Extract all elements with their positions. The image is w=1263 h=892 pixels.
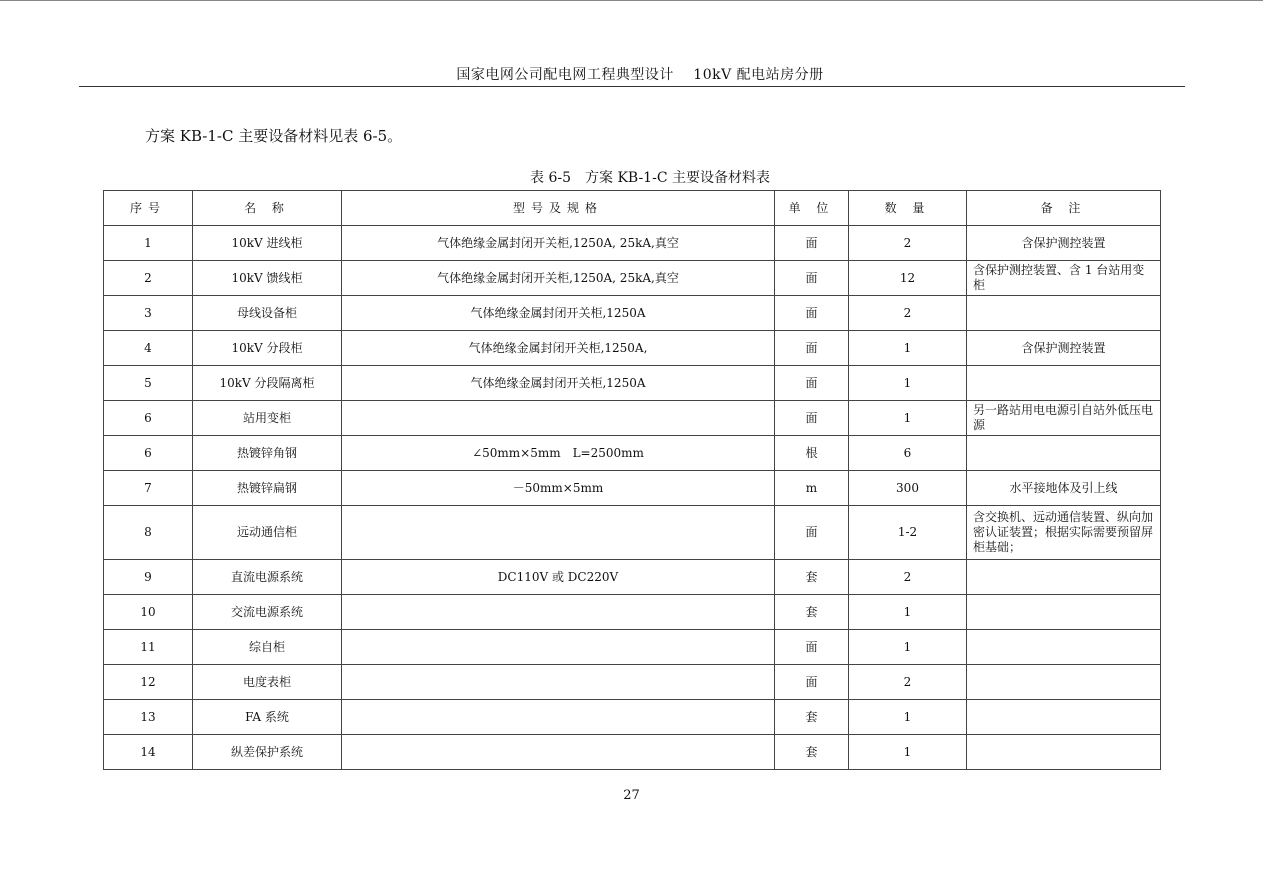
cell-spec bbox=[342, 665, 775, 700]
cell-name: 电度表柜 bbox=[193, 665, 342, 700]
cell-no: 4 bbox=[104, 331, 193, 366]
cell-no: 14 bbox=[104, 735, 193, 770]
col-header-name: 名 称 bbox=[193, 191, 342, 226]
cell-name: 站用变柜 bbox=[193, 401, 342, 436]
cell-spec: 气体绝缘金属封闭开关柜,1250A bbox=[342, 296, 775, 331]
cell-qty: 1-2 bbox=[849, 506, 967, 560]
cell-no: 13 bbox=[104, 700, 193, 735]
cell-unit: 面 bbox=[775, 506, 849, 560]
cell-name: 热镀锌角钢 bbox=[193, 436, 342, 471]
cell-name: 综自柜 bbox=[193, 630, 342, 665]
page-number: 27 bbox=[623, 788, 640, 803]
cell-name: 热镀锌扁钢 bbox=[193, 471, 342, 506]
cell-name: 10kV 分段隔离柜 bbox=[193, 366, 342, 401]
intro-paragraph: 方案 KB-1-C 主要设备材料见表 6-5。 bbox=[145, 127, 403, 145]
page-header: 国家电网公司配电网工程典型设计 10kV 配电站房分册 bbox=[456, 67, 824, 83]
cell-unit: 面 bbox=[775, 296, 849, 331]
cell-note bbox=[967, 630, 1161, 665]
cell-no: 11 bbox=[104, 630, 193, 665]
cell-qty: 2 bbox=[849, 560, 967, 595]
cell-qty: 1 bbox=[849, 700, 967, 735]
cell-no: 1 bbox=[104, 226, 193, 261]
cell-spec bbox=[342, 630, 775, 665]
cell-spec: 气体绝缘金属封闭开关柜,1250A, bbox=[342, 331, 775, 366]
table-row bbox=[104, 665, 1161, 700]
cell-no: 8 bbox=[104, 506, 193, 560]
cell-qty: 2 bbox=[849, 665, 967, 700]
cell-unit: 套 bbox=[775, 595, 849, 630]
cell-unit: 套 bbox=[775, 735, 849, 770]
cell-qty: 2 bbox=[849, 296, 967, 331]
cell-unit: 面 bbox=[775, 261, 849, 296]
cell-name: FA 系统 bbox=[193, 700, 342, 735]
col-header-note: 备 注 bbox=[967, 191, 1161, 226]
cell-note: 含保护测控装置 bbox=[967, 226, 1161, 261]
cell-no: 10 bbox=[104, 595, 193, 630]
table-row bbox=[104, 296, 1161, 331]
cell-name: 10kV 进线柜 bbox=[193, 226, 342, 261]
table-caption: 表 6-5 方案 KB-1-C 主要设备材料表 bbox=[530, 170, 770, 186]
cell-spec bbox=[342, 506, 775, 560]
cell-spec bbox=[342, 700, 775, 735]
table-row bbox=[104, 735, 1161, 770]
cell-note bbox=[967, 735, 1161, 770]
cell-unit: 面 bbox=[775, 665, 849, 700]
col-header-unit: 单 位 bbox=[775, 191, 849, 226]
cell-spec: 气体绝缘金属封闭开关柜,1250A, 25kA,真空 bbox=[342, 226, 775, 261]
cell-spec bbox=[342, 735, 775, 770]
cell-note bbox=[967, 296, 1161, 331]
cell-unit: 套 bbox=[775, 700, 849, 735]
cell-note: 水平接地体及引上线 bbox=[967, 471, 1161, 506]
cell-spec: ∠50mm×5mm L=2500mm bbox=[342, 436, 775, 471]
table-row bbox=[104, 630, 1161, 665]
cell-name: 直流电源系统 bbox=[193, 560, 342, 595]
cell-name: 10kV 馈线柜 bbox=[193, 261, 342, 296]
cell-unit: 根 bbox=[775, 436, 849, 471]
cell-qty: 1 bbox=[849, 595, 967, 630]
table-row bbox=[104, 226, 1161, 261]
table-header-row bbox=[104, 191, 1161, 226]
table-row bbox=[104, 700, 1161, 735]
cell-unit: 面 bbox=[775, 401, 849, 436]
cell-qty: 1 bbox=[849, 331, 967, 366]
cell-name: 10kV 分段柜 bbox=[193, 331, 342, 366]
cell-no: 6 bbox=[104, 401, 193, 436]
table-row bbox=[104, 436, 1161, 471]
cell-qty: 6 bbox=[849, 436, 967, 471]
table-row bbox=[104, 401, 1161, 436]
cell-note: 含交换机、远动通信装置、纵向加密认证装置；根据实际需要预留屏柜基础； bbox=[967, 506, 1161, 560]
table-row bbox=[104, 506, 1161, 560]
cell-qty: 1 bbox=[849, 735, 967, 770]
cell-note bbox=[967, 366, 1161, 401]
cell-no: 9 bbox=[104, 560, 193, 595]
header-divider bbox=[79, 86, 1185, 87]
cell-name: 纵差保护系统 bbox=[193, 735, 342, 770]
cell-note bbox=[967, 665, 1161, 700]
cell-name: 远动通信柜 bbox=[193, 506, 342, 560]
cell-no: 5 bbox=[104, 366, 193, 401]
cell-spec: DC110V 或 DC220V bbox=[342, 560, 775, 595]
cell-qty: 1 bbox=[849, 401, 967, 436]
table-row bbox=[104, 595, 1161, 630]
cell-note: 另一路站用电电源引自站外低压电源 bbox=[967, 401, 1161, 436]
col-header-no: 序号 bbox=[104, 191, 193, 226]
cell-spec: 气体绝缘金属封闭开关柜,1250A, 25kA,真空 bbox=[342, 261, 775, 296]
cell-no: 3 bbox=[104, 296, 193, 331]
table-row bbox=[104, 471, 1161, 506]
table-row bbox=[104, 261, 1161, 296]
cell-unit: 面 bbox=[775, 366, 849, 401]
cell-no: 6 bbox=[104, 436, 193, 471]
cell-spec bbox=[342, 401, 775, 436]
cell-spec bbox=[342, 595, 775, 630]
cell-note: 含保护测控装置、含 1 台站用变柜 bbox=[967, 261, 1161, 296]
cell-qty: 1 bbox=[849, 630, 967, 665]
table-row bbox=[104, 366, 1161, 401]
cell-qty: 2 bbox=[849, 226, 967, 261]
cell-unit: 面 bbox=[775, 630, 849, 665]
cell-note bbox=[967, 436, 1161, 471]
cell-no: 12 bbox=[104, 665, 193, 700]
cell-unit: 套 bbox=[775, 560, 849, 595]
table-row bbox=[104, 560, 1161, 595]
cell-no: 2 bbox=[104, 261, 193, 296]
cell-note bbox=[967, 595, 1161, 630]
table-row bbox=[104, 331, 1161, 366]
cell-name: 母线设备柜 bbox=[193, 296, 342, 331]
cell-note bbox=[967, 700, 1161, 735]
cell-qty: 300 bbox=[849, 471, 967, 506]
cell-spec: 气体绝缘金属封闭开关柜,1250A bbox=[342, 366, 775, 401]
cell-note bbox=[967, 560, 1161, 595]
cell-spec: －50mm×5mm bbox=[342, 471, 775, 506]
col-header-spec: 型号及规格 bbox=[342, 191, 775, 226]
cell-qty: 1 bbox=[849, 366, 967, 401]
cell-name: 交流电源系统 bbox=[193, 595, 342, 630]
cell-no: 7 bbox=[104, 471, 193, 506]
top-border-line bbox=[0, 0, 1263, 1]
col-header-qty: 数 量 bbox=[849, 191, 967, 226]
cell-unit: m bbox=[775, 471, 849, 506]
cell-qty: 12 bbox=[849, 261, 967, 296]
cell-unit: 面 bbox=[775, 226, 849, 261]
cell-note: 含保护测控装置 bbox=[967, 331, 1161, 366]
materials-table bbox=[103, 190, 1161, 770]
cell-unit: 面 bbox=[775, 331, 849, 366]
